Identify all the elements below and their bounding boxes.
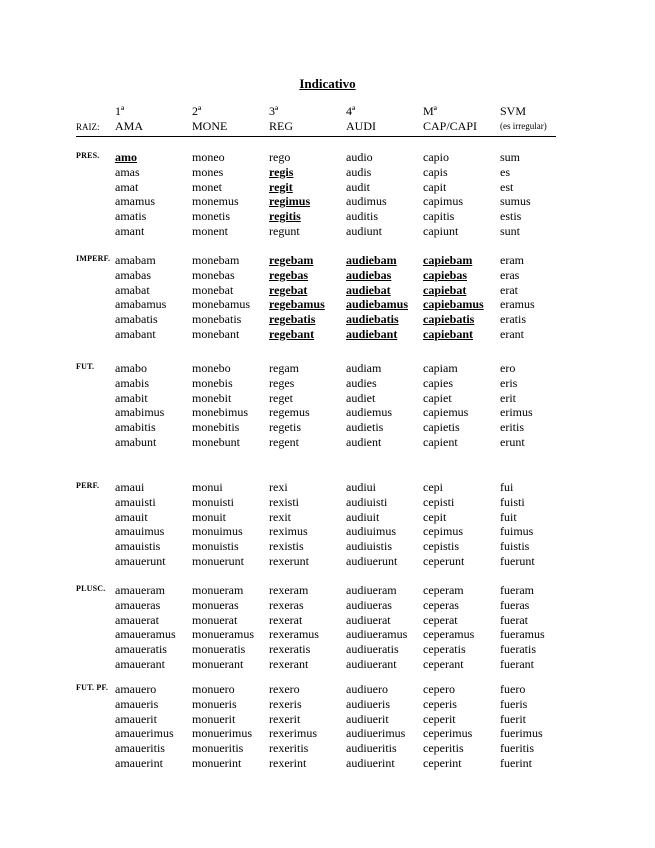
verb-form: amauimus [115,524,165,539]
verb-form: monuimus [192,524,243,539]
verb-form: amauerant [115,656,165,671]
verb-form: capitis [423,209,455,224]
verb-form: ceperamus [423,627,475,642]
verb-form: cepisti [423,494,455,509]
verb-form: capiet [423,390,452,405]
header-root: AMA [115,119,144,133]
header-number: SVM [500,104,527,118]
verb-form: cepit [423,509,447,524]
verb-form: reges [269,375,295,390]
verb-form: amabam [115,253,156,267]
verb-form: capiebamus [423,297,484,312]
verb-form: fueramus [500,627,545,642]
table-row [76,297,556,312]
verb-form: sunt [500,223,521,238]
verb-form: regimus [269,194,311,209]
tense-section [76,253,556,342]
verb-form: monueritis [192,741,244,756]
verb-form: erimus [500,405,533,420]
verb-form: amat [115,179,139,194]
table-row [76,405,556,420]
verb-form: audies [346,375,377,390]
verb-form: audiet [346,390,376,405]
tense-section [76,150,556,239]
verb-form: rexerit [269,711,301,726]
verb-form: monuerat [192,612,238,627]
tense-label: FUT. [76,362,95,371]
verb-form: audiuerimus [346,726,406,741]
verb-form: regebant [269,326,315,341]
verb-form: fuisti [500,494,525,509]
tense-section [76,480,556,569]
verb-form: amo [115,150,137,164]
verb-form: audiuerint [346,755,395,770]
verb-form: audiuerit [346,711,389,726]
header-col-3 [269,104,293,134]
verb-form: audiuero [346,682,388,696]
verb-form: amaueram [115,583,165,597]
verb-form: audit [346,179,370,194]
verb-form: ero [500,361,516,375]
table-row [76,682,556,697]
table-row [76,741,556,756]
verb-form: eritis [500,420,524,435]
verb-form: monuisti [192,494,235,509]
verb-form: monuerit [192,711,236,726]
verb-form: erat [500,282,518,297]
verb-form: audiebam [346,253,397,267]
verb-form: rexeramus [269,627,319,642]
verb-form: audiuit [346,509,380,524]
verb-form: amaueratis [115,642,167,657]
verb-form: monueris [192,696,237,711]
verb-form: cepistis [423,539,459,554]
verb-form: amauit [115,509,148,524]
verb-form: audiam [346,361,382,375]
verb-form: rexerunt [269,553,309,568]
table-row [76,327,556,342]
verb-form: audiebant [346,326,398,341]
verb-form: rexeras [269,597,304,612]
header-root: MONE [192,119,228,133]
verb-form: audiui [346,480,376,494]
verb-form: capiebat [423,282,467,297]
table-row [76,697,556,712]
verb-form: monebant [192,326,240,341]
verb-form: audiuerant [346,656,397,671]
verb-form: amabant [115,326,156,341]
verb-form: audiunt [346,223,382,238]
tense-label: PERF. [76,481,100,490]
table-row [76,480,556,495]
header-number: 3ª [269,104,279,118]
verb-form: fueris [500,696,528,711]
verb-form: fuerunt [500,553,535,568]
table-row [76,495,556,510]
verb-form: erunt [500,434,525,449]
table-row [76,598,556,613]
verb-form: monetis [192,209,230,224]
verb-form: amaueris [115,696,159,711]
verb-form: regitis [269,209,301,224]
table-row [76,583,556,598]
verb-form: amaueritis [115,741,165,756]
verb-form: monebas [192,267,235,282]
verb-form: amauerit [115,711,157,726]
table-row [76,524,556,539]
table-row [76,150,556,165]
verb-form: rexerint [269,755,307,770]
verb-form: audiueris [346,696,390,711]
verb-form: monuistis [192,539,239,554]
verb-form: cepi [423,480,443,494]
verb-form: monueratis [192,642,246,657]
verb-form: amabat [115,282,150,297]
verb-form: amauerimus [115,726,174,741]
verb-form: capiam [423,361,458,375]
verb-form: audiueram [346,583,397,597]
verb-form: monebatis [192,312,242,327]
verb-form: eram [500,253,524,267]
verb-form: monemus [192,194,239,209]
verb-form: monebo [192,361,231,375]
verb-form: mones [192,164,224,179]
verb-form: audimus [346,194,387,209]
verb-form: monuerint [192,755,242,770]
verb-form: amabit [115,390,148,405]
table-row [76,224,556,239]
verb-form: sumus [500,194,531,209]
table-row [76,420,556,435]
table-row [76,312,556,327]
verb-form: regebamus [269,297,325,312]
verb-form: capiebas [423,267,468,282]
verb-form: cepimus [423,524,463,539]
verb-form: monueras [192,597,239,612]
verb-form: regis [269,164,294,179]
verb-form: monebamus [192,297,250,312]
verb-form: amaueramus [115,627,176,642]
table-row [76,657,556,672]
tense-label: PLUSC. [76,584,106,593]
table-row [76,726,556,741]
verb-form: eramus [500,297,535,312]
verb-form: audietis [346,420,384,435]
header-root: (es irregular) [500,121,547,131]
tense-section [76,682,556,771]
verb-form: fueritis [500,741,534,756]
verb-form: audiebas [346,267,392,282]
verb-form: rexit [269,509,291,524]
verb-form: audiuistis [346,539,393,554]
verb-form: amabo [115,361,147,375]
verb-form: ceperint [423,755,462,770]
verb-form: rexerat [269,612,303,627]
verb-form: monuerant [192,656,244,671]
table-row [76,435,556,450]
verb-form: amabimus [115,405,165,420]
verb-form: fuistis [500,539,530,554]
verb-form: fuero [500,682,526,696]
verb-form: ceperunt [423,553,465,568]
verb-form: audio [346,150,373,164]
verb-form: rexistis [269,539,304,554]
verb-form: amauero [115,682,157,696]
verb-form: regetis [269,420,301,435]
verb-form: amauerat [115,612,159,627]
verb-form: audis [346,164,372,179]
verb-form: monebam [192,253,240,267]
table-row [76,253,556,268]
table-row [76,554,556,569]
verb-form: fueratis [500,642,536,657]
verb-form: fuerat [500,612,528,627]
verb-form: monebunt [192,434,240,449]
verb-form: regebam [269,253,314,267]
table-row [76,165,556,180]
verb-form: regent [269,434,299,449]
verb-form: audiueritis [346,741,397,756]
verb-form: ceperas [423,597,459,612]
header-col-2 [192,104,227,134]
table-row [76,539,556,554]
table-row [76,194,556,209]
table-row [76,209,556,224]
verb-form: capiebant [423,326,474,341]
table-header [76,104,556,137]
verb-form: rexerant [269,656,309,671]
header-number: 1ª [115,104,125,118]
verb-form: rexisti [269,494,299,509]
verb-form: audient [346,434,382,449]
verb-form: amabatis [115,312,158,327]
header-root: AUDI [346,119,376,133]
raiz-label: RAIZ: [76,122,100,132]
table-row [76,180,556,195]
verb-form: ceperatis [423,642,466,657]
header-number: 2ª [192,104,202,118]
verb-form: fuerit [500,711,526,726]
verb-form: auditis [346,209,378,224]
verb-form: monueramus [192,627,254,642]
verb-form: fui [500,480,514,494]
table-row [76,510,556,525]
verb-form: regam [269,361,299,375]
verb-form: rexeratis [269,642,311,657]
verb-form: capiemus [423,405,469,420]
verb-form: regunt [269,223,300,238]
verb-form: reximus [269,524,308,539]
verb-form: cepero [423,682,455,696]
verb-form: monebit [192,390,232,405]
header-root: CAP/CAPI [423,119,478,133]
table-row [76,756,556,771]
verb-form: amauerint [115,755,163,770]
verb-form: regebas [269,267,309,282]
verb-form: audiuerat [346,612,391,627]
verb-form: capit [423,179,447,194]
verb-form: eras [500,267,520,282]
verb-form: amamus [115,194,155,209]
verb-form: regebat [269,282,308,297]
verb-form: capio [423,150,449,164]
verb-form: monebimus [192,405,248,420]
verb-form: fuimus [500,524,534,539]
table-row [76,283,556,298]
verb-form: rexeris [269,696,302,711]
verb-form: audiebat [346,282,391,297]
verb-form: audiemus [346,405,392,420]
verb-form: rexi [269,480,288,494]
verb-form: monent [192,223,228,238]
verb-form: ceperam [423,583,464,597]
tense-label: IMPERF. [76,254,111,263]
verb-form: capies [423,375,453,390]
verb-form: amabunt [115,434,157,449]
verb-form: capiunt [423,223,459,238]
verb-form: amabas [115,267,151,282]
verb-form: erant [500,326,524,341]
verb-form: monuerunt [192,553,244,568]
verb-form: capietis [423,420,460,435]
verb-form: audiuimus [346,524,396,539]
verb-form: ceperant [423,656,464,671]
verb-form: audiueramus [346,627,408,642]
header-col-1 [115,104,143,134]
verb-form: rexeram [269,583,309,597]
table-row [76,642,556,657]
verb-form: moneo [192,150,225,164]
verb-form: audiueras [346,597,392,612]
verb-form: ceperat [423,612,458,627]
verb-form: est [500,179,514,194]
table-row [76,376,556,391]
verb-form: monueram [192,583,244,597]
verb-form: fuerint [500,755,532,770]
verb-form: amatis [115,209,147,224]
table-row [76,361,556,376]
verb-form: regit [269,179,293,194]
verb-form: monui [192,480,223,494]
verb-form: audiueratis [346,642,399,657]
verb-form: amauerunt [115,553,166,568]
tense-section [76,361,556,450]
verb-form: audiebatis [346,312,399,327]
verb-form: monebis [192,375,233,390]
table-row [76,613,556,628]
verb-form: rego [269,150,291,164]
verb-form: amant [115,223,145,238]
header-number: Mª [423,104,437,118]
verb-form: capimus [423,194,463,209]
verb-form: rexero [269,682,300,696]
verb-form: monet [192,179,222,194]
header-root: REG [269,119,293,133]
verb-form: fueram [500,583,534,597]
verb-form: audiuerunt [346,553,398,568]
page-title: Indicativo [299,76,356,91]
verb-form: audiuisti [346,494,388,509]
table-row [76,712,556,727]
verb-form: estis [500,209,522,224]
verb-form: amabitis [115,420,156,435]
verb-form: eratis [500,312,526,327]
header-col-6 [500,104,547,134]
verb-form: amas [115,164,140,179]
verb-form: ceperis [423,696,457,711]
verb-form: audiebamus [346,297,409,312]
verb-form: amauisti [115,494,156,509]
header-col-4 [346,104,376,134]
verb-form: reget [269,390,293,405]
verb-form: monuero [192,682,235,696]
verb-form: amauistis [115,539,161,554]
verb-form: ceperit [423,711,456,726]
verb-form: fuerant [500,656,534,671]
verb-form: capient [423,434,458,449]
verb-form: capiebatis [423,312,475,327]
verb-form: es [500,164,510,179]
tense-section [76,583,556,672]
table-row [76,391,556,406]
verb-form: ceperitis [423,741,464,756]
verb-form: amaueras [115,597,161,612]
verb-form: fuerimus [500,726,543,741]
verb-form: sum [500,150,521,164]
header-number: 4ª [346,104,356,118]
verb-form: monebat [192,282,234,297]
verb-form: capiebam [423,253,473,267]
verb-form: erit [500,390,516,405]
verb-form: eris [500,375,518,390]
verb-form: rexeritis [269,741,309,756]
header-col-5 [423,104,477,134]
verb-form: regemus [269,405,310,420]
verb-form: fueras [500,597,530,612]
table-row [76,268,556,283]
verb-form: monuerimus [192,726,252,741]
verb-form: monuit [192,509,227,524]
verb-form: ceperimus [423,726,473,741]
verb-form: fuit [500,509,517,524]
verb-form: regebatis [269,312,316,327]
verb-form: monebitis [192,420,240,435]
verb-form: rexerimus [269,726,317,741]
verb-form: amabis [115,375,149,390]
tense-label: PRES. [76,151,100,160]
verb-form: amabamus [115,297,167,312]
table-row [76,627,556,642]
verb-form: capis [423,164,448,179]
verb-form: amaui [115,480,145,494]
tense-label: FUT. PF. [76,683,109,692]
